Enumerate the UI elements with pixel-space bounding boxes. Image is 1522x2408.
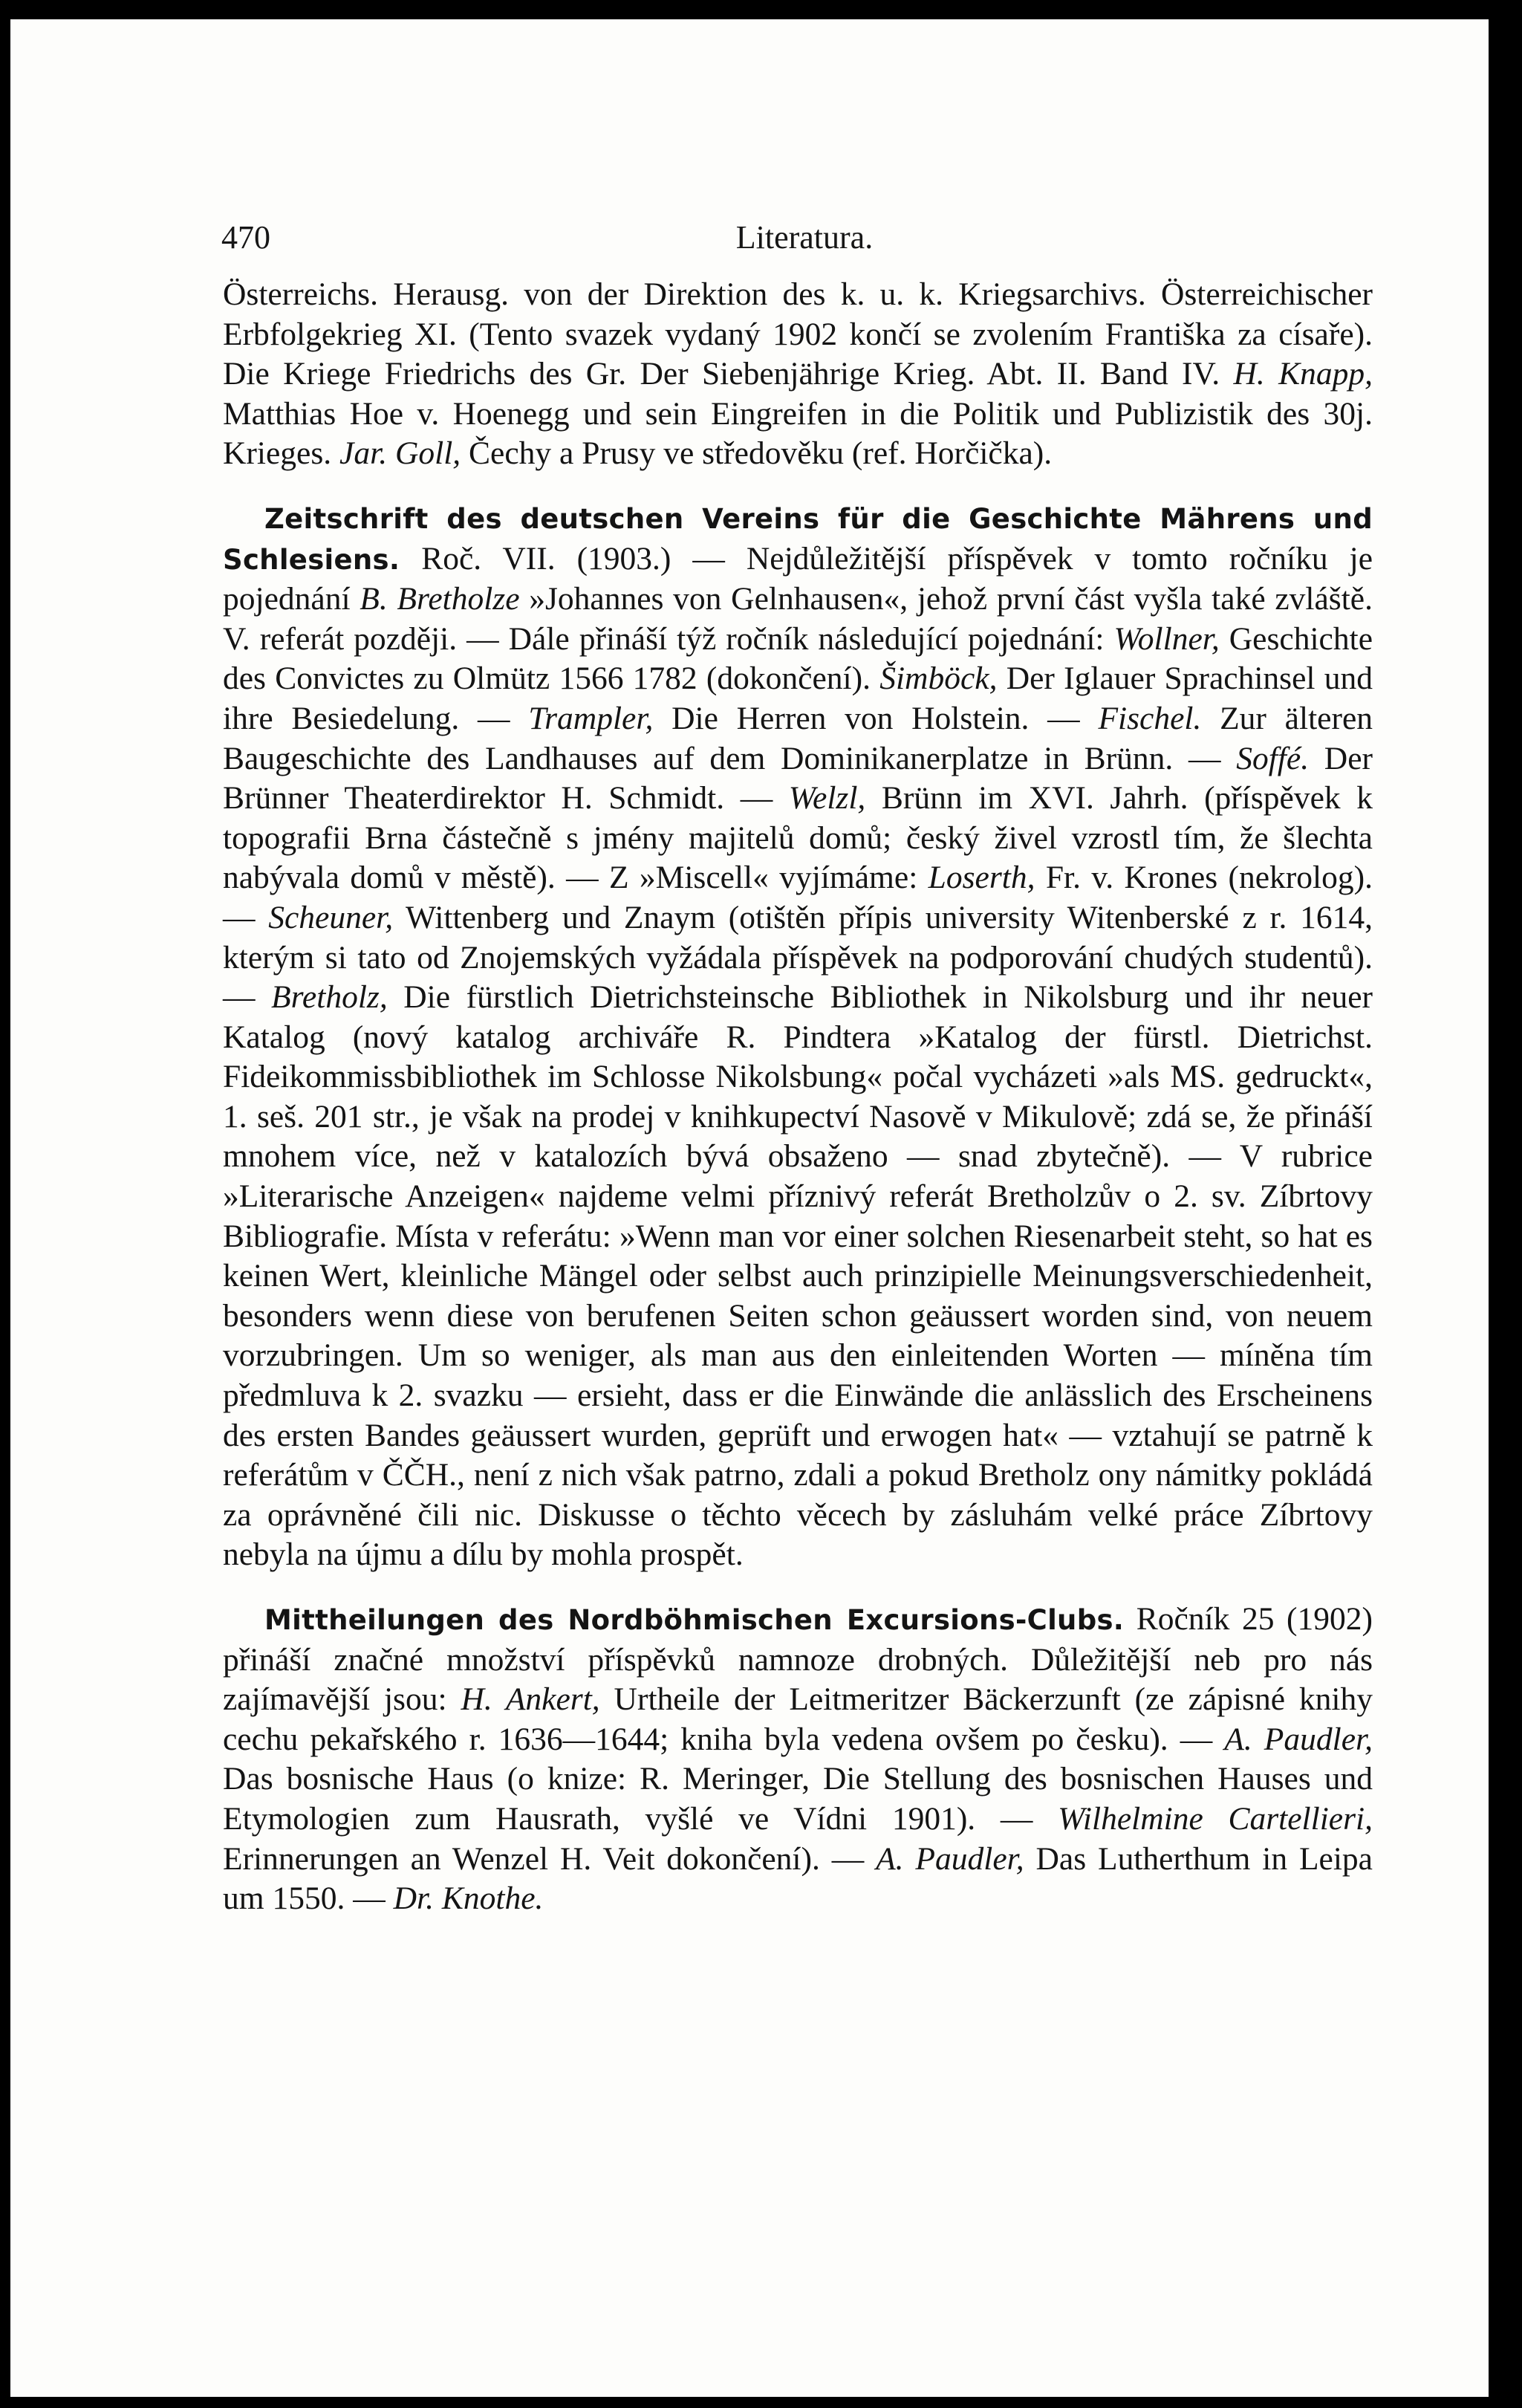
running-title: Literatura. [735,219,874,256]
author-name: H. Knapp, [1233,356,1373,392]
text-run: Čechy a Prusy ve středověku (ref. Horčička). [461,435,1053,472]
text-run: Zur älteren Baugeschichte des Landhauses auf dem Dominikanerplatze in Brünn. — [223,700,1373,776]
text-run: Brünn im XVI. Jahrh. (příspěvek k topografii Brna částečně s jmény majitelů domů; český živel vzrostl tím, že šlechta nabývala domů v městě). — Z »Miscell« vyjímáme: [223,780,1373,896]
journal-title: Mittheilungen des Nordböhmischen Excursions-Clubs. [264,1604,1125,1636]
text-run: Die Herren von Holstein. — [653,700,1099,736]
author-name: Bretholz, [271,979,388,1016]
page-header [221,218,1388,263]
author-name: B. Bretholze [360,581,520,617]
author-name: Wollner, [1113,620,1220,657]
text-run: Das Lutherthum in Leipa um 1550. — [223,1840,1373,1917]
author-name: Wilhelmine Cartellieri, [1058,1800,1373,1837]
text-run: »Johannes von Gelnhausen«, jehož první část vyšla také zvláště. V. referát později. — Dále přináší týž ročník následující pojednání: [223,581,1373,657]
author-name: A. Paudler, [1224,1721,1373,1757]
text-run: Geschichte des Convictes zu Olmütz 1566 1782 (dokončení). [223,620,1373,697]
text-run: Fr. v. Krones (nekrolog). — [223,860,1373,935]
paragraph-mittheilungen [223,1600,1373,1919]
paragraph-continuation [223,275,1373,474]
text-run: Matthias Hoe v. Hoenegg und sein Eingreifen in die Politik und Publizistik des 30j. Krieges. [223,395,1373,472]
author-name: Welzl, [788,780,866,817]
text-run: Erinnerungen an Wenzel H. Veit dokončení). — [223,1840,877,1877]
text-run: Österreichs. Herausg. von der Direktion des k. u. k. Kriegsarchivs. Österreichischer Erbfolgekrieg XI. (Tento svazek vydaný 1902 končí se zvolením Františka za císaře). Die Kriege Friedrichs des Gr. Der Siebenjährige Krieg. Abt. II. Band IV. [223,276,1373,392]
text-run: Die fürstlich Dietrichsteinsche Bibliothek in Nikolsburg und ihr neuer Katalog (nový katalog archiváře R. Pindtera »Katalog der fürstl. Dietrichst. Fideikommissbibliothek im Schlosse Nikolsbung« počal vycházeti »als MS. gedruckt«, 1. seš. 201 str., je však na prodej v knihkupectví Nasově v Mikulově; zdá se, že přináší mnohem více, než v katalozích bývá obsaženo — snad zbytečně). — V rubrice »Literarische Anzeigen« najdeme velmi příznivý referát Bretholzův o 2. sv. Zíbrtovy Bibliografie. Místa v referátu: »Wenn man vor einer solchen Riesenarbeit steht, so hat es keinen Wert, kleinliche Mängel oder selbst auch prinzipielle Meinungsverschiedenheit, besonders wenn diese von berufenen Seiten schon geäussert worden sind, von neuem vorzubringen. Um so weniger, als man aus den einleitenden Worten — míněna tím předmluva k 2. svazku — ersieht, dass er die Einwände die anlässlich des Erscheinens des ersten Bandes geäussert wurden, geprüft und erwogen hat« — vztahují se patrně k referátům v ČČH., není z nich však patrno, zdali a pokud Bretholz ony námitky pokládá za oprávněné čili nic. Diskusse o těchto věcech by zásluhám velké práce Zíbrtovy nebyla na újmu a dílu by mohla prospět. [223,979,1373,1573]
text-run: Wittenberg und Znaym (otištěn přípis university Witenberské z r. 1614, kterým si tato od Znojemských vyžádala příspěvek na podporování chudých studentů). — [223,899,1373,1016]
author-name: Loserth, [928,860,1035,896]
text-run: Das bosnische Haus (o knize: R. Meringer, Die Stellung des bosnischen Hauses und Etymologien zum Hausrath, vyšlé ve Vídni 1901). — [223,1761,1373,1837]
text-run: Der Brünner Theaterdirektor H. Schmidt. — [223,740,1373,817]
page-number: 470 [221,219,270,256]
author-name: A. Paudler, [876,1840,1024,1877]
text-run: Der Iglauer Sprachinsel und ihre Besiedelung. — [223,661,1373,736]
author-name: Jar. Goll, [339,435,461,472]
author-name: Scheuner, [268,899,394,935]
text-run: Urtheile der Leitmeritzer Bäckerzunft (ze zápisné knihy cechu pekařského r. 1636—1644; kniha byla vedena ovšem po česku). — [223,1681,1373,1757]
page-body [223,275,1373,1919]
author-name: Šimböck, [879,661,998,697]
author-name: H. Ankert, [461,1681,600,1718]
author-name: Fischel. [1098,700,1202,736]
text-run: Ročník 25 (1902) přináší značné množství příspěvků namnoze drobných. Důležitější neb pro nás zajímavější jsou: [223,1601,1373,1718]
author-name: Dr. Knothe. [393,1880,544,1917]
author-name: Trampler, [528,700,654,736]
author-name: Soffé. [1236,740,1310,776]
text-run: Roč. VII. (1903.) — Nejdůležitější příspěvek v tomto ročníku je pojednání [223,540,1373,617]
journal-title: Zeitschrift des deutschen Vereins für die Geschichte Mährens und Schlesiens. [223,502,1373,576]
paragraph-zeitschrift [223,499,1373,1575]
